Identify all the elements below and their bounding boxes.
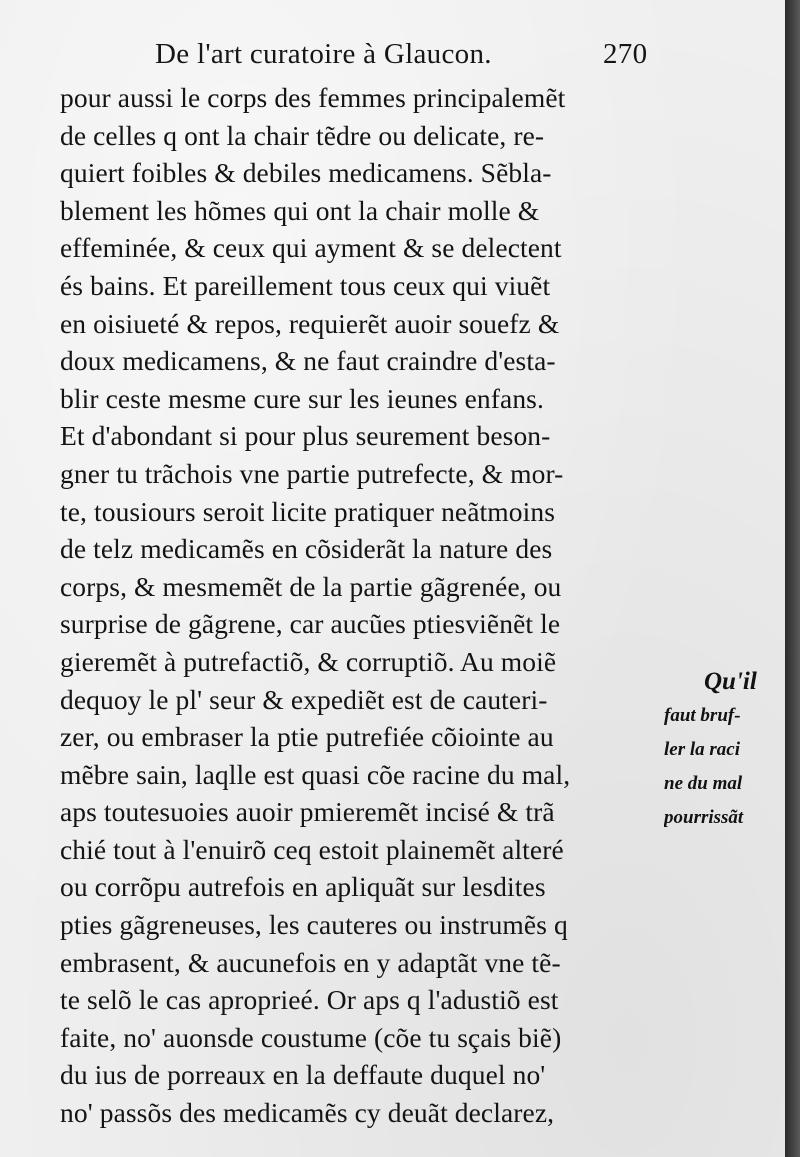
text-line: te, tousiours seroit licite pratiquer neãtmoins — [60, 495, 555, 527]
text-line: és bains. Et pareillement tous ceux qui viuẽt — [60, 269, 551, 301]
text-line: dequoy le pl' seur & expediẽt est de cauteri- — [60, 683, 548, 715]
text-line: chié tout à l'enuirõ ceq estoit plainemẽt alteré — [60, 833, 564, 865]
margin-note — [664, 665, 784, 835]
text-line: en oisiueté & repos, requierẽt auoir souefz & — [60, 307, 560, 339]
text-line: no' passõs des medicamẽs cy deuãt declarez, — [60, 1097, 555, 1129]
text-line: du ius de porreaux en la deffaute duquel no' — [60, 1059, 546, 1091]
show-through-text — [690, 40, 785, 1040]
page-edge-shadow — [785, 0, 800, 1157]
text-line: gieremẽt à putrefactiõ, & corruptiõ. Au moiẽ — [60, 645, 557, 677]
margin-note-line: faut bruf- — [664, 705, 741, 726]
text-line: te selõ le cas aproprieé. Or aps q l'adustiõ est — [60, 984, 559, 1016]
text-line: de telz medicamẽs en cõsiderãt la nature des — [60, 533, 553, 565]
text-line: faite, no' auonsde coustume (cõe tu sçais biẽ) — [60, 1021, 562, 1053]
text-line: pties gãgreneuses, les cauteres ou instrumẽs q — [60, 909, 568, 941]
text-line: blir ceste mesme cure sur les ieunes enfans. — [60, 382, 544, 414]
running-title: De l'art curatoire à Glaucon. — [155, 38, 492, 70]
text-line: mẽbre sain, laqlle est quasi cõe racine du mal, — [60, 758, 571, 790]
margin-note-line: pourrissãt — [664, 807, 744, 828]
text-line: ou corrõpu autrefois en apliquãt sur lesdites — [60, 871, 546, 903]
text-line: gner tu trãchois vne partie putrefecte, & mor- — [60, 457, 564, 489]
text-line: blement les hõmes qui ont la chair molle & — [60, 194, 540, 226]
margin-note-line: ler la raci — [664, 739, 740, 760]
text-line: aps toutesuoies auoir pmieremẽt incisé & trã — [60, 796, 555, 828]
text-line: de celles q ont la chair tẽdre ou delicate, re- — [60, 119, 545, 151]
text-line: pour aussi le corps des femmes principalemẽt — [60, 82, 566, 113]
margin-note-line: ne du mal — [664, 773, 743, 794]
margin-note-line: Qu'il — [704, 668, 757, 695]
main-text-block — [60, 79, 670, 1132]
text-line: corps, & mesmemẽt de la partie gãgrenée, ou — [60, 570, 562, 602]
text-line: doux medicamens, & ne faut craindre d'esta- — [60, 345, 556, 377]
text-line: Et d'abondant si pour plus seurement beson- — [60, 420, 551, 452]
page-number: 270 — [603, 38, 648, 70]
text-line: quiert foibles & debiles medicamens. Sẽbla- — [60, 157, 552, 189]
text-line: surprise de gãgrene, car aucũes ptiesviẽnẽt le — [60, 608, 561, 640]
text-line: embrasent, & aucunefois en y adaptãt vne tẽ- — [60, 946, 561, 978]
text-line: effeminée, & ceux qui ayment & se delectent — [60, 232, 562, 264]
text-line: zer, ou embraser la ptie putrefiée cõiointe au — [60, 721, 554, 753]
